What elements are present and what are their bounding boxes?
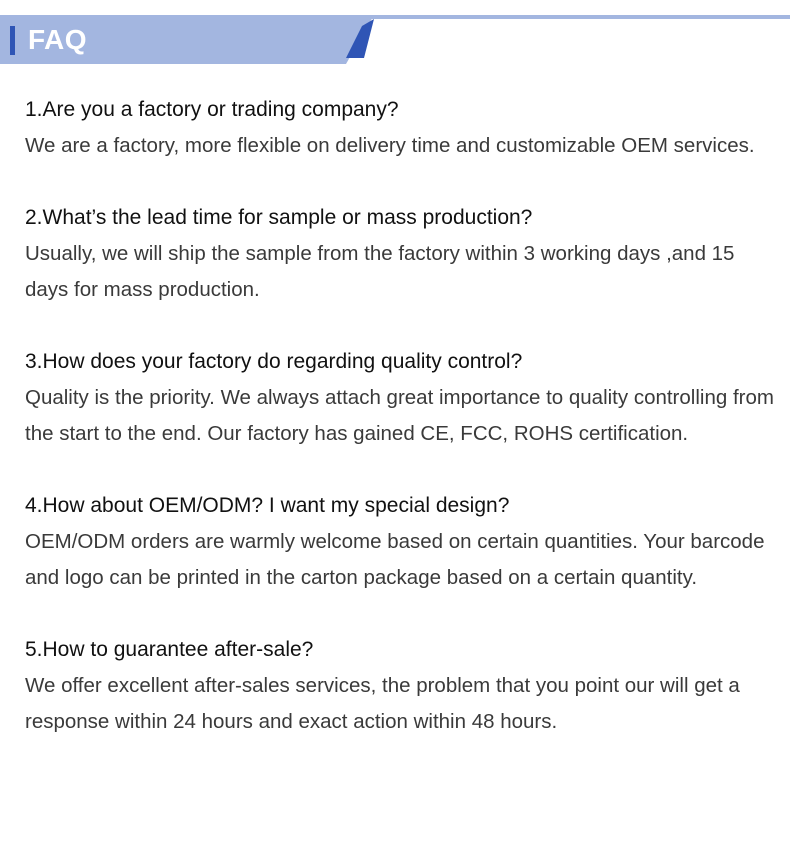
faq-answer: We offer excellent after-sales services, the problem that you point our will get a response within 24 hours and exact action within 48 hours.: [25, 674, 740, 733]
faq-list: [25, 92, 775, 776]
faq-answer: Usually, we will ship the sample from the factory within 3 working days ,and 15 days for mass production.: [25, 242, 735, 301]
header-left-accent-bar: [10, 26, 15, 55]
faq-item-2: [25, 200, 775, 308]
header-top-rule: [350, 15, 790, 19]
faq-item-4: [25, 488, 775, 596]
faq-header: [0, 0, 790, 68]
faq-question: 2.What’s the lead time for sample or mass production?: [25, 206, 533, 229]
faq-answer: OEM/ODM orders are warmly welcome based on certain quantities. Your barcode and logo can be printed in the carton package based on a certain quantity.: [25, 530, 765, 589]
faq-question: 5.How to guarantee after-sale?: [25, 638, 314, 661]
faq-question: 3.How does your factory do regarding quality control?: [25, 350, 523, 373]
faq-answer: Quality is the priority. We always attach great importance to quality controlling from the start to the end. Our factory has gained CE, FCC, ROHS certification.: [25, 386, 774, 445]
header-banner-shape: [0, 0, 790, 68]
faq-item-3: [25, 344, 775, 452]
faq-question: 4.How about OEM/ODM? I want my special design?: [25, 494, 510, 517]
faq-item-5: [25, 632, 775, 740]
faq-item-1: [25, 92, 775, 164]
faq-answer: We are a factory, more flexible on delivery time and customizable OEM services.: [25, 134, 755, 157]
page-title: FAQ: [28, 24, 88, 55]
faq-question: 1.Are you a factory or trading company?: [25, 98, 399, 121]
